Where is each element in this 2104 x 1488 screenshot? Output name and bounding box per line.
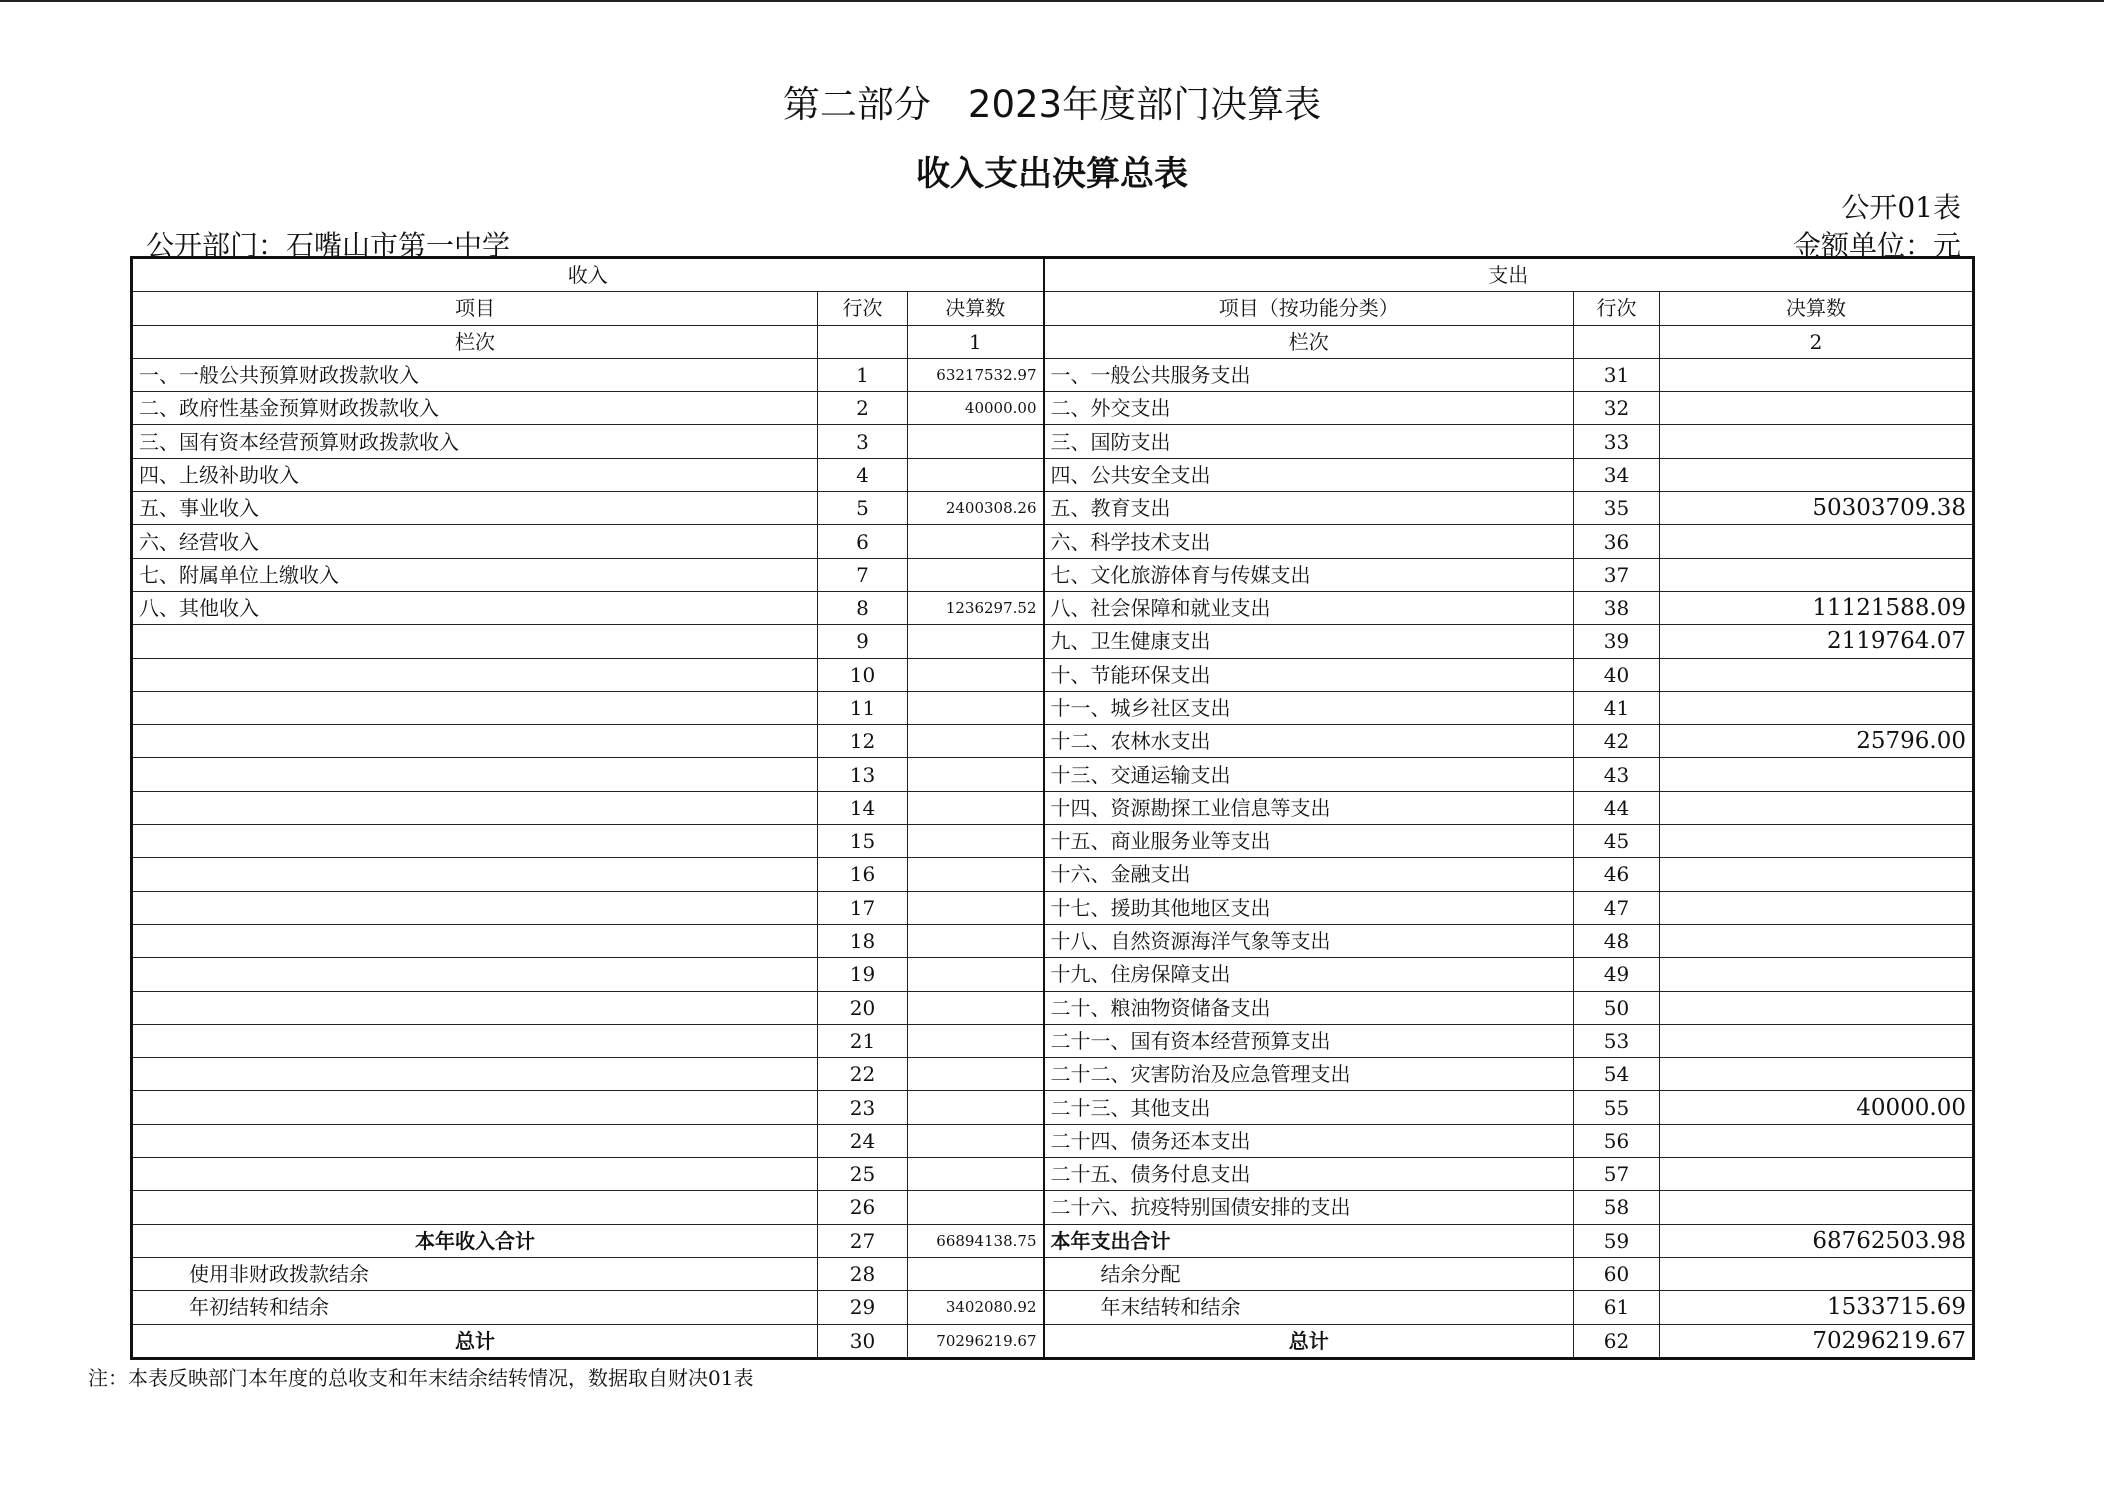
expense-item: 四、公共安全支出 xyxy=(1044,458,1574,491)
table-row xyxy=(132,891,1974,924)
expense-amount xyxy=(1660,658,1974,691)
income-item: 三、国有资本经营预算财政拨款收入 xyxy=(132,425,818,458)
income-amount: 1236297.52 xyxy=(908,591,1044,624)
expense-row-no: 40 xyxy=(1574,658,1660,691)
income-amount xyxy=(908,658,1044,691)
income-amount: 63217532.97 xyxy=(908,358,1044,391)
income-row-no: 29 xyxy=(818,1291,908,1324)
page-title: 第二部分 2023年度部门决算表 xyxy=(782,83,1322,126)
table-row xyxy=(132,358,1974,391)
expense-row-no: 60 xyxy=(1574,1257,1660,1290)
table-row xyxy=(132,758,1974,791)
table-row xyxy=(132,991,1974,1024)
income-amount: 40000.00 xyxy=(908,392,1044,425)
expense-item: 十四、资源勘探工业信息等支出 xyxy=(1044,791,1574,824)
expense-amount xyxy=(1660,825,1974,858)
expense-row-no: 48 xyxy=(1574,924,1660,957)
income-total-item: 使用非财政拨款结余 xyxy=(132,1257,818,1290)
income-row-no: 11 xyxy=(818,691,908,724)
income-item xyxy=(132,825,818,858)
table-row xyxy=(132,924,1974,957)
empty-cell xyxy=(1574,325,1660,358)
col-amount: 决算数 xyxy=(908,292,1044,325)
table-row xyxy=(132,1024,1974,1057)
table-row xyxy=(132,625,1974,658)
expense-total-item: 年末结转和结余 xyxy=(1044,1291,1574,1324)
expense-amount xyxy=(1660,558,1974,591)
col-row-no: 行次 xyxy=(818,292,908,325)
lanci-label-2: 栏次 xyxy=(1044,325,1574,358)
table-row xyxy=(132,392,1974,425)
income-amount xyxy=(908,525,1044,558)
col-index-2: 2 xyxy=(1660,325,1974,358)
expense-row-no: 56 xyxy=(1574,1124,1660,1157)
expense-row-no: 38 xyxy=(1574,591,1660,624)
income-item xyxy=(132,1158,818,1191)
lanci-label: 栏次 xyxy=(132,325,818,358)
income-row-no: 17 xyxy=(818,891,908,924)
table-row xyxy=(132,1158,1974,1191)
expense-row-no: 49 xyxy=(1574,958,1660,991)
expense-item: 二十一、国有资本经营预算支出 xyxy=(1044,1024,1574,1057)
income-item xyxy=(132,758,818,791)
income-total-item: 年初结转和结余 xyxy=(132,1291,818,1324)
table-row xyxy=(132,492,1974,525)
column-index-row xyxy=(132,325,1974,358)
income-amount xyxy=(908,1257,1044,1290)
expense-total-item: 结余分配 xyxy=(1044,1257,1574,1290)
expense-amount xyxy=(1660,1191,1974,1224)
income-item xyxy=(132,991,818,1024)
income-item xyxy=(132,958,818,991)
income-item: 八、其他收入 xyxy=(132,591,818,624)
income-amount: 2400308.26 xyxy=(908,492,1044,525)
expense-row-no: 59 xyxy=(1574,1224,1660,1257)
income-amount xyxy=(908,1091,1044,1124)
table-row xyxy=(132,825,1974,858)
income-total-item: 总计 xyxy=(132,1324,818,1358)
income-amount xyxy=(908,825,1044,858)
income-amount xyxy=(908,1158,1044,1191)
income-item xyxy=(132,891,818,924)
table-row xyxy=(132,1091,1974,1124)
department-label: 公开部门：石嘴山市第一中学 xyxy=(146,229,511,262)
expense-row-no: 62 xyxy=(1574,1324,1660,1358)
expense-row-no: 32 xyxy=(1574,392,1660,425)
income-row-no: 28 xyxy=(818,1257,908,1290)
income-item xyxy=(132,1058,818,1091)
income-total-item: 本年收入合计 xyxy=(132,1224,818,1257)
expense-row-no: 33 xyxy=(1574,425,1660,458)
income-item: 一、一般公共预算财政拨款收入 xyxy=(132,358,818,391)
income-row-no: 7 xyxy=(818,558,908,591)
expense-amount xyxy=(1660,525,1974,558)
expense-amount xyxy=(1660,891,1974,924)
expense-row-no: 55 xyxy=(1574,1091,1660,1124)
income-amount xyxy=(908,1124,1044,1157)
income-item xyxy=(132,1124,818,1157)
form-number: 公开01表 xyxy=(1841,191,1961,224)
income-row-no: 30 xyxy=(818,1324,908,1358)
income-row-no: 12 xyxy=(818,725,908,758)
income-amount xyxy=(908,958,1044,991)
income-item xyxy=(132,1024,818,1057)
expense-row-no: 45 xyxy=(1574,825,1660,858)
expense-amount xyxy=(1660,924,1974,957)
expense-item: 十三、交通运输支出 xyxy=(1044,758,1574,791)
expense-row-no: 42 xyxy=(1574,725,1660,758)
total-row xyxy=(132,1257,1974,1290)
income-row-no: 1 xyxy=(818,358,908,391)
expense-amount xyxy=(1660,791,1974,824)
expense-amount xyxy=(1660,858,1974,891)
expense-row-no: 39 xyxy=(1574,625,1660,658)
expense-item: 二、外交支出 xyxy=(1044,392,1574,425)
income-row-no: 27 xyxy=(818,1224,908,1257)
total-row xyxy=(132,1324,1974,1358)
column-header-row xyxy=(132,292,1974,325)
empty-cell xyxy=(818,325,908,358)
income-item xyxy=(132,658,818,691)
expense-row-no: 57 xyxy=(1574,1158,1660,1191)
expense-item: 十五、商业服务业等支出 xyxy=(1044,825,1574,858)
expense-total-item: 本年支出合计 xyxy=(1044,1224,1574,1257)
expense-amount xyxy=(1660,1124,1974,1157)
page-top-border xyxy=(0,0,2104,2)
income-item: 六、经营收入 xyxy=(132,525,818,558)
expense-row-no: 50 xyxy=(1574,991,1660,1024)
income-header: 收入 xyxy=(132,258,1044,292)
total-row xyxy=(132,1291,1974,1324)
income-amount xyxy=(908,458,1044,491)
amount-unit-label: 金额单位：元 xyxy=(1792,229,1961,262)
col-amount-2: 决算数 xyxy=(1660,292,1974,325)
expense-row-no: 35 xyxy=(1574,492,1660,525)
income-item xyxy=(132,625,818,658)
income-amount xyxy=(908,791,1044,824)
expense-item: 十八、自然资源海洋气象等支出 xyxy=(1044,924,1574,957)
expense-amount: 50303709.38 xyxy=(1660,492,1974,525)
table-row xyxy=(132,958,1974,991)
income-item: 二、政府性基金预算财政拨款收入 xyxy=(132,392,818,425)
expense-row-no: 37 xyxy=(1574,558,1660,591)
expense-item: 十七、援助其他地区支出 xyxy=(1044,891,1574,924)
expense-amount: 68762503.98 xyxy=(1660,1224,1974,1257)
expense-item: 八、社会保障和就业支出 xyxy=(1044,591,1574,624)
table-title: 收入支出决算总表 xyxy=(916,154,1188,194)
income-row-no: 8 xyxy=(818,591,908,624)
income-amount xyxy=(908,725,1044,758)
expense-amount xyxy=(1660,458,1974,491)
income-amount xyxy=(908,924,1044,957)
expense-item: 六、科学技术支出 xyxy=(1044,525,1574,558)
income-amount xyxy=(908,758,1044,791)
income-row-no: 20 xyxy=(818,991,908,1024)
expense-row-no: 43 xyxy=(1574,758,1660,791)
table-row xyxy=(132,1191,1974,1224)
section-header-row xyxy=(132,258,1974,292)
expense-item: 二十、粮油物资储备支出 xyxy=(1044,991,1574,1024)
expense-item: 九、卫生健康支出 xyxy=(1044,625,1574,658)
expense-amount xyxy=(1660,991,1974,1024)
income-row-no: 6 xyxy=(818,525,908,558)
expense-row-no: 34 xyxy=(1574,458,1660,491)
expense-amount xyxy=(1660,1158,1974,1191)
expense-amount: 2119764.07 xyxy=(1660,625,1974,658)
table-row xyxy=(132,1124,1974,1157)
expense-amount xyxy=(1660,1024,1974,1057)
expense-row-no: 54 xyxy=(1574,1058,1660,1091)
expense-item: 十六、金融支出 xyxy=(1044,858,1574,891)
income-item xyxy=(132,1091,818,1124)
expense-amount: 25796.00 xyxy=(1660,725,1974,758)
table-row xyxy=(132,558,1974,591)
expense-item: 七、文化旅游体育与传媒支出 xyxy=(1044,558,1574,591)
expense-item: 十九、住房保障支出 xyxy=(1044,958,1574,991)
expense-item: 二十二、灾害防治及应急管理支出 xyxy=(1044,1058,1574,1091)
expense-amount: 11121588.09 xyxy=(1660,591,1974,624)
expense-amount xyxy=(1660,425,1974,458)
income-amount xyxy=(908,625,1044,658)
expense-item: 十、节能环保支出 xyxy=(1044,658,1574,691)
income-item xyxy=(132,1191,818,1224)
col-item: 项目 xyxy=(132,292,818,325)
income-row-no: 14 xyxy=(818,791,908,824)
col-func-item: 项目（按功能分类） xyxy=(1044,292,1574,325)
income-amount xyxy=(908,1024,1044,1057)
expense-row-no: 61 xyxy=(1574,1291,1660,1324)
expense-row-no: 44 xyxy=(1574,791,1660,824)
income-item xyxy=(132,725,818,758)
expense-amount xyxy=(1660,1058,1974,1091)
income-row-no: 5 xyxy=(818,492,908,525)
expense-item: 十二、农林水支出 xyxy=(1044,725,1574,758)
income-amount: 66894138.75 xyxy=(908,1224,1044,1257)
income-item xyxy=(132,691,818,724)
table-row xyxy=(132,591,1974,624)
income-row-no: 16 xyxy=(818,858,908,891)
income-row-no: 22 xyxy=(818,1058,908,1091)
table-row xyxy=(132,525,1974,558)
expense-amount: 40000.00 xyxy=(1660,1091,1974,1124)
income-item xyxy=(132,791,818,824)
income-row-no: 21 xyxy=(818,1024,908,1057)
total-row xyxy=(132,1224,1974,1257)
expense-amount xyxy=(1660,358,1974,391)
expense-item: 二十五、债务付息支出 xyxy=(1044,1158,1574,1191)
expense-row-no: 31 xyxy=(1574,358,1660,391)
expense-row-no: 46 xyxy=(1574,858,1660,891)
expense-amount xyxy=(1660,758,1974,791)
income-amount xyxy=(908,1058,1044,1091)
expense-amount xyxy=(1660,392,1974,425)
expense-header: 支出 xyxy=(1044,258,1974,292)
col-index-1: 1 xyxy=(908,325,1044,358)
income-item xyxy=(132,924,818,957)
income-amount xyxy=(908,858,1044,891)
expense-amount: 70296219.67 xyxy=(1660,1324,1974,1358)
table-row xyxy=(132,858,1974,891)
income-amount xyxy=(908,891,1044,924)
expense-row-no: 58 xyxy=(1574,1191,1660,1224)
income-item: 七、附属单位上缴收入 xyxy=(132,558,818,591)
income-row-no: 18 xyxy=(818,924,908,957)
expense-row-no: 36 xyxy=(1574,525,1660,558)
expense-amount xyxy=(1660,1257,1974,1290)
income-amount: 70296219.67 xyxy=(908,1324,1044,1358)
expense-amount xyxy=(1660,958,1974,991)
table-row xyxy=(132,425,1974,458)
income-item: 四、上级补助收入 xyxy=(132,458,818,491)
income-amount xyxy=(908,558,1044,591)
expense-item: 二十六、抗疫特别国债安排的支出 xyxy=(1044,1191,1574,1224)
col-row-no-2: 行次 xyxy=(1574,292,1660,325)
expense-item: 二十四、债务还本支出 xyxy=(1044,1124,1574,1157)
income-row-no: 26 xyxy=(818,1191,908,1224)
income-row-no: 2 xyxy=(818,392,908,425)
table-row xyxy=(132,458,1974,491)
expense-amount xyxy=(1660,691,1974,724)
income-amount xyxy=(908,691,1044,724)
table-row xyxy=(132,691,1974,724)
income-row-no: 9 xyxy=(818,625,908,658)
income-row-no: 23 xyxy=(818,1091,908,1124)
table-row xyxy=(132,791,1974,824)
income-row-no: 25 xyxy=(818,1158,908,1191)
income-row-no: 19 xyxy=(818,958,908,991)
table-row xyxy=(132,658,1974,691)
expense-row-no: 53 xyxy=(1574,1024,1660,1057)
income-amount xyxy=(908,1191,1044,1224)
expense-item: 一、一般公共服务支出 xyxy=(1044,358,1574,391)
expense-amount: 1533715.69 xyxy=(1660,1291,1974,1324)
income-expense-table xyxy=(130,256,1975,1360)
income-row-no: 24 xyxy=(818,1124,908,1157)
expense-total-item: 总计 xyxy=(1044,1324,1574,1358)
table-note: 注：本表反映部门本年度的总收支和年末结余结转情况，数据取自财决01表 xyxy=(88,1366,754,1390)
expense-item: 十一、城乡社区支出 xyxy=(1044,691,1574,724)
income-amount xyxy=(908,991,1044,1024)
income-row-no: 15 xyxy=(818,825,908,858)
income-amount xyxy=(908,425,1044,458)
income-row-no: 10 xyxy=(818,658,908,691)
expense-row-no: 47 xyxy=(1574,891,1660,924)
expense-row-no: 41 xyxy=(1574,691,1660,724)
income-item xyxy=(132,858,818,891)
income-row-no: 3 xyxy=(818,425,908,458)
expense-item: 五、教育支出 xyxy=(1044,492,1574,525)
table-row xyxy=(132,1058,1974,1091)
income-row-no: 13 xyxy=(818,758,908,791)
income-row-no: 4 xyxy=(818,458,908,491)
income-item: 五、事业收入 xyxy=(132,492,818,525)
table-row xyxy=(132,725,1974,758)
expense-item: 三、国防支出 xyxy=(1044,425,1574,458)
income-amount: 3402080.92 xyxy=(908,1291,1044,1324)
expense-item: 二十三、其他支出 xyxy=(1044,1091,1574,1124)
